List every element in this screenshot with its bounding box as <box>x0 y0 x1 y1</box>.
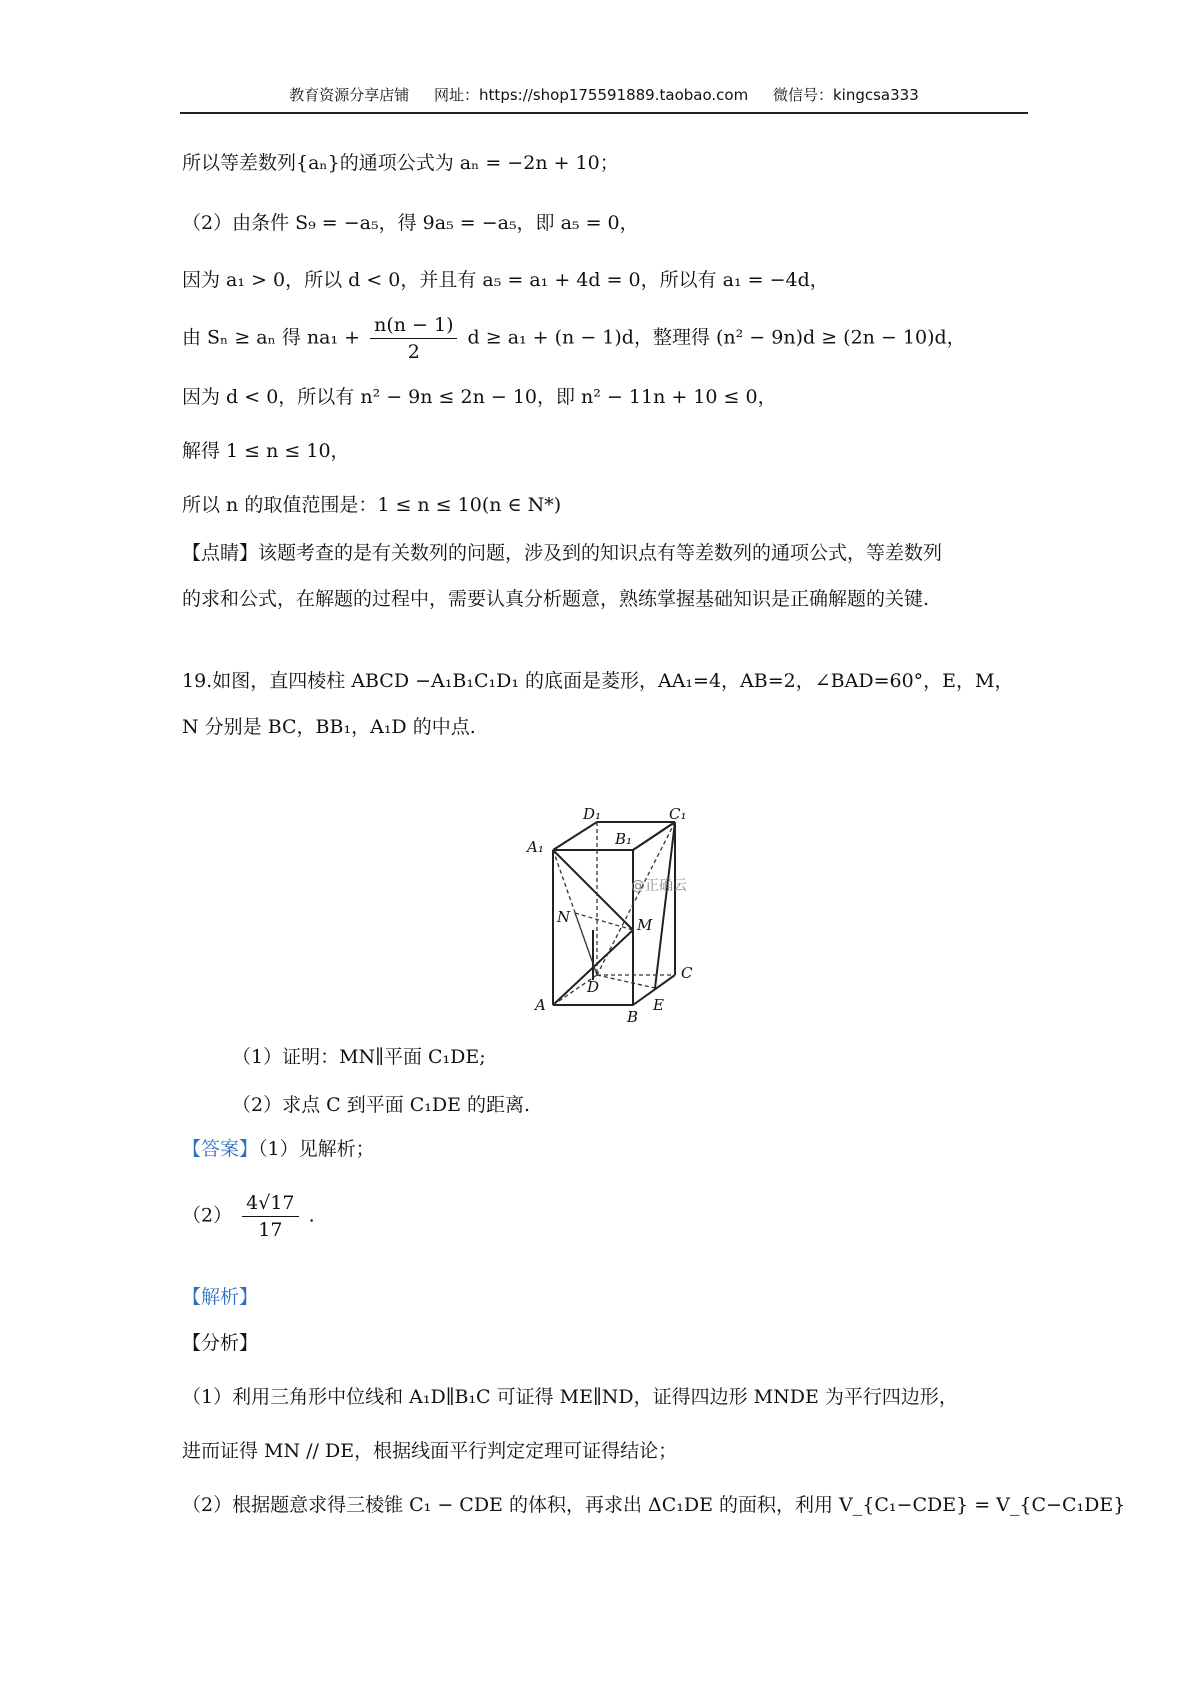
answer-part-1: （1）见解析； <box>258 1138 375 1160</box>
answer-part-2-post: . <box>308 1204 315 1227</box>
answer-line-2 <box>182 1190 315 1243</box>
label-a: A <box>535 996 546 1014</box>
answer-line-1 <box>182 1134 375 1161</box>
part-2-question: （2）求点 C 到平面 C₁DE 的距离. <box>232 1094 531 1116</box>
label-n: N <box>557 908 571 926</box>
page-header <box>180 84 1028 114</box>
label-m: M <box>637 916 653 934</box>
problem-19-line-2: N 分别是 BC，BB₁，A₁D 的中点. <box>182 716 476 738</box>
fraction-4-root-17-over-17 <box>242 1190 298 1243</box>
remark-line-1: 【点睛】该题考查的是有关数列的问题，涉及到的知识点有等差数列的通项公式，等差数列 <box>182 542 943 564</box>
label-c1: C₁ <box>669 805 687 823</box>
text-line-1: 所以等差数列{aₙ}的通项公式为 aₙ = −2n + 10； <box>182 152 619 174</box>
label-e: E <box>653 996 664 1014</box>
analysis-line-2: 进而证得 MN // DE，根据线面平行判定定理可证得结论； <box>182 1440 678 1462</box>
prism-figure <box>527 805 720 1030</box>
text-line-7: 所以 n 的取值范围是：1 ≤ n ≤ 10(n ∈ N*) <box>182 494 562 516</box>
answer-denominator: 17 <box>258 1219 283 1241</box>
text-line-6: 解得 1 ≤ n ≤ 10， <box>182 440 350 462</box>
line4-post: d ≥ a₁ + (n − 1)d，整理得 (n² − 9n)d ≥ (2n − 10)d， <box>467 326 966 349</box>
label-d1: D₁ <box>583 805 602 823</box>
fraction-n-n-1-over-2 <box>370 312 457 365</box>
fraction-numerator: n(n − 1) <box>370 312 457 339</box>
label-b1: B₁ <box>615 830 633 848</box>
label-b: B <box>627 1008 639 1026</box>
label-d: D <box>587 978 600 996</box>
text-line-3: 因为 a₁ > 0，所以 d < 0，并且有 a₅ = a₁ + 4d = 0，所以有 a₁ = −4d， <box>182 269 829 291</box>
shop-url[interactable]: 网址：https://shop175591889.taobao.com <box>434 86 749 104</box>
analysis-tag: 【解析】 <box>182 1286 259 1308</box>
watermark-text: @正确云 <box>631 878 687 894</box>
analysis-line-1: （1）利用三角形中位线和 A₁D∥B₁C 可证得 ME∥ND，证得四边形 MNDE 为平行四边形， <box>182 1386 958 1408</box>
analysis-line-3: （2）根据题意求得三棱锥 C₁ − CDE 的体积，再求出 ΔC₁DE 的面积，利用 V_{C₁−CDE} = V_{C−C₁DE} <box>182 1494 1126 1516</box>
answer-numerator: 4√17 <box>242 1190 298 1217</box>
analysis-sub-tag: 【分析】 <box>182 1332 259 1354</box>
line4-pre: 由 Sₙ ≥ aₙ 得 na₁ + <box>182 326 361 349</box>
remark-line-2: 的求和公式，在解题的过程中，需要认真分析题意，熟练掌握基础知识是正确解题的关键. <box>182 588 930 610</box>
answer-tag: 【答案】 <box>182 1138 259 1160</box>
text-line-4 <box>182 312 966 365</box>
fraction-denominator: 2 <box>407 341 420 363</box>
problem-19-line-1: 19.如图，直四棱柱 ABCD −A₁B₁C₁D₁ 的底面是菱形，AA₁=4，AB=2，∠BAD=60°，E，M， <box>182 670 1014 692</box>
text-line-2: （2）由条件 S₉ = −a₅，得 9a₅ = −a₅，即 a₅ = 0， <box>182 212 639 234</box>
label-c: C <box>681 964 693 982</box>
wechat-id: 微信号：kingcsa333 <box>772 86 919 104</box>
answer-part-2-pre: （2） <box>182 1204 233 1227</box>
label-a1: A₁ <box>527 838 544 856</box>
shop-name: 教育资源分享店铺 <box>289 86 410 104</box>
part-1-question: （1）证明：MN∥平面 C₁DE; <box>232 1046 486 1068</box>
text-line-5: 因为 d < 0，所以有 n² − 9n ≤ 2n − 10，即 n² − 11n + 10 ≤ 0， <box>182 386 777 408</box>
